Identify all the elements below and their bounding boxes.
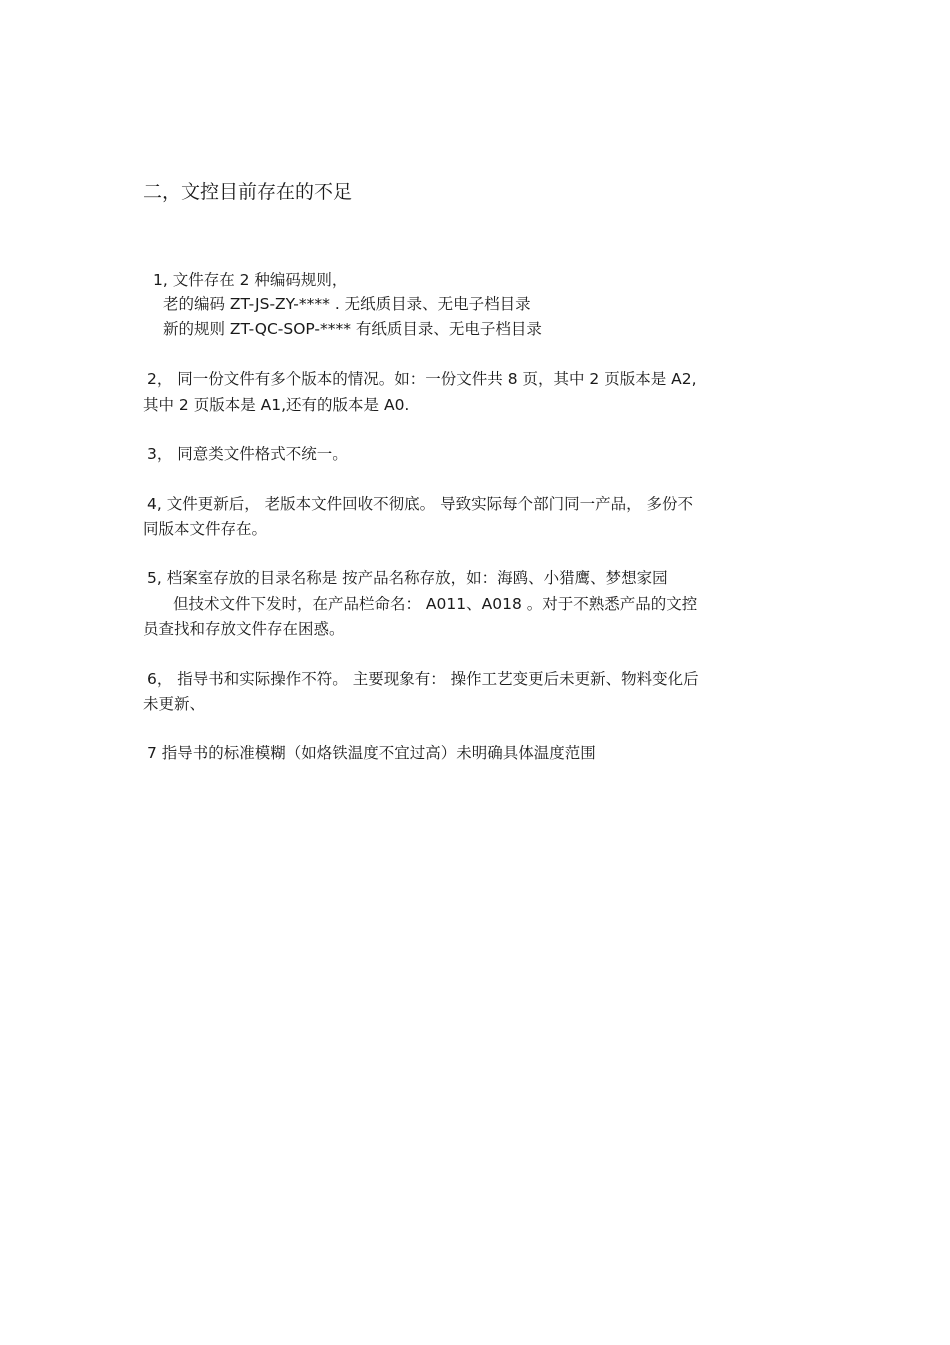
item-2-line-1: 2， 同一份文件有多个版本的情况。如：一份文件共 8 页，其中 2 页版本是 A2, [147, 370, 697, 388]
item-1-line-3: 新的规则 ZT-QC-SOP-**** 有纸质目录、无电子档目录 [163, 320, 542, 338]
item-4-line-2: 同版本文件存在。 [143, 520, 268, 538]
item-1-line-2: 老的编码 ZT-JS-ZY-**** . 无纸质目录、无电子档目录 [163, 295, 531, 313]
item-6-line-1: 6， 指导书和实际操作不符。 主要现象有： 操作工艺变更后未更新、物料变化后 [147, 670, 699, 688]
item-6-line-2: 未更新、 [143, 695, 206, 713]
item-5-line-2: 但技术文件下发时，在产品栏命名： A011、A018 。对于不熟悉产品的文控 [173, 595, 698, 613]
item-3-line-1: 3， 同意类文件格式不统一。 [147, 445, 348, 463]
item-4-line-1: 4, 文件更新后， 老版本文件回收不彻底。 导致实际每个部门同一产品， 多份不 [147, 495, 693, 513]
item-2-line-2: 其中 2 页版本是 A1,还有的版本是 A0. [143, 396, 410, 414]
item-1-line-1: 1, 文件存在 2 种编码规则， [153, 271, 348, 289]
section-heading: 二，文控目前存在的不足 [143, 181, 353, 203]
item-5-line-1: 5, 档案室存放的目录名称是 按产品名称存放，如：海鸥、小猎鹰、梦想家园 [147, 569, 668, 587]
item-7-line-1: 7 指导书的标准模糊（如烙铁温度不宜过高）未明确具体温度范围 [147, 744, 596, 762]
item-5-line-3: 员查找和存放文件存在困惑。 [143, 620, 345, 638]
